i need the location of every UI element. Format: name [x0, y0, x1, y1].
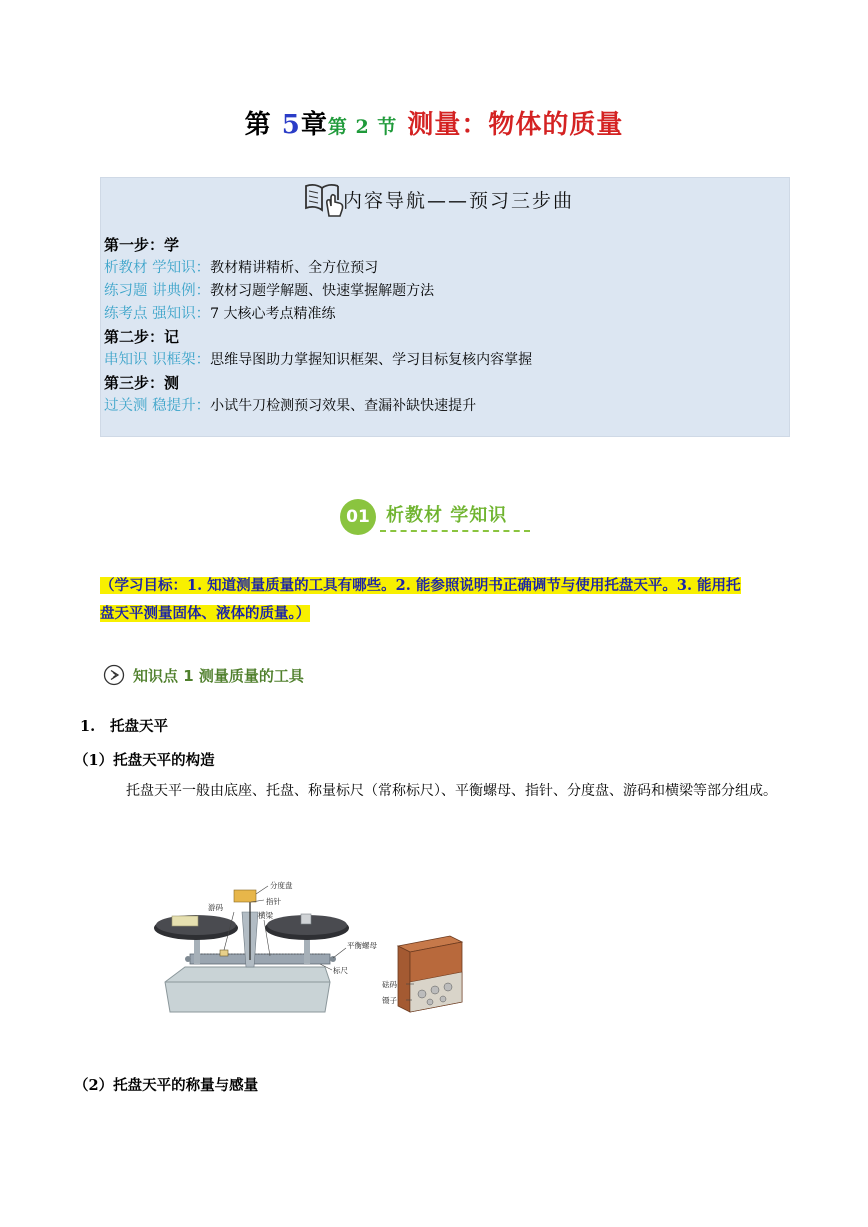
- knowledge-point-label: 知识点 1 测量质量的工具: [133, 667, 304, 685]
- learning-goals-line1: （学习目标：1. 知道测量质量的工具有哪些。2. 能参照说明书正确调节与使用托盘天平。3. 能用托: [100, 577, 741, 594]
- section-badge: 01: [340, 499, 376, 535]
- nav-item: [104, 303, 532, 326]
- nav-header-text: 内容导航——预习三步曲: [343, 190, 575, 212]
- play-circle-icon: [103, 664, 125, 686]
- chapter-prefix: 第: [244, 110, 272, 140]
- nav-item-desc: 小试牛刀检测预习效果、查漏补缺快速提升: [210, 398, 477, 414]
- subsection-heading-2: （2）托盘天平的称量与感量: [74, 1077, 259, 1094]
- label-weights: 砝码: [382, 980, 397, 989]
- section-title: 托盘天平: [110, 718, 168, 735]
- chapter-number: 5: [281, 110, 301, 140]
- nav-item: [104, 349, 532, 372]
- learning-goals: [100, 572, 790, 628]
- nav-item: [104, 395, 532, 418]
- section-banner: [340, 495, 540, 535]
- label-pointer: 指针: [266, 897, 281, 906]
- nav-item-key: 串知识 识框架：: [104, 352, 211, 368]
- topic-title: 测量：物体的质量: [407, 110, 624, 140]
- nav-item-key: 练习题 讲典例：: [104, 283, 211, 299]
- chapter-suffix: 章: [300, 110, 328, 140]
- section-label: 第 2 节: [327, 116, 398, 138]
- section-heading-1: [80, 715, 168, 736]
- label-tweezers: 镊子: [382, 996, 397, 1005]
- content-navigation-box: [100, 177, 790, 437]
- nav-step: 第一步：学: [104, 236, 180, 254]
- nav-item: [104, 257, 532, 280]
- balance-illustration: [150, 872, 480, 1022]
- nav-item-key: 过关测 稳提升：: [104, 398, 211, 414]
- label-beam: 横梁: [258, 911, 273, 920]
- label-dial: 分度盘: [270, 881, 293, 890]
- learning-goals-line2: 盘天平测量固体、液体的质量。）: [100, 605, 311, 622]
- nav-item: [104, 280, 532, 303]
- label-balance-nut: 平衡螺母: [347, 941, 377, 950]
- body-paragraph: 托盘天平一般由底座、托盘、称量标尺（常称标尺）、平衡螺母、指针、分度盘、游码和横梁等部分组成。: [126, 783, 777, 799]
- nav-item-desc: 思维导图助力掌握知识框架、学习目标复核内容掌握: [210, 352, 533, 368]
- nav-item-key: 练考点 强知识：: [104, 306, 211, 322]
- page-title: [0, 104, 868, 141]
- book-hand-icon: [303, 178, 345, 218]
- nav-item-desc: 教材习题学解题、快速掌握解题方法: [210, 283, 435, 299]
- section-banner-text: 析教材 学知识: [386, 505, 508, 526]
- nav-header: [101, 178, 789, 218]
- nav-item-desc: 教材精讲精析、全方位预习: [210, 260, 379, 276]
- nav-item-key: 析教材 学知识：: [104, 260, 211, 276]
- nav-item-desc: 7 大核心考点精准练: [210, 306, 336, 322]
- section-number: 1.: [80, 718, 96, 735]
- nav-lines: [104, 234, 532, 418]
- nav-step: 第三步：测: [104, 374, 180, 392]
- nav-step: 第二步：记: [104, 328, 180, 346]
- banner-dashed-divider: [380, 530, 530, 532]
- subsection-heading-1: （1）托盘天平的构造: [74, 752, 215, 769]
- label-rider: 游码: [208, 903, 223, 912]
- label-scale: 标尺: [333, 966, 348, 975]
